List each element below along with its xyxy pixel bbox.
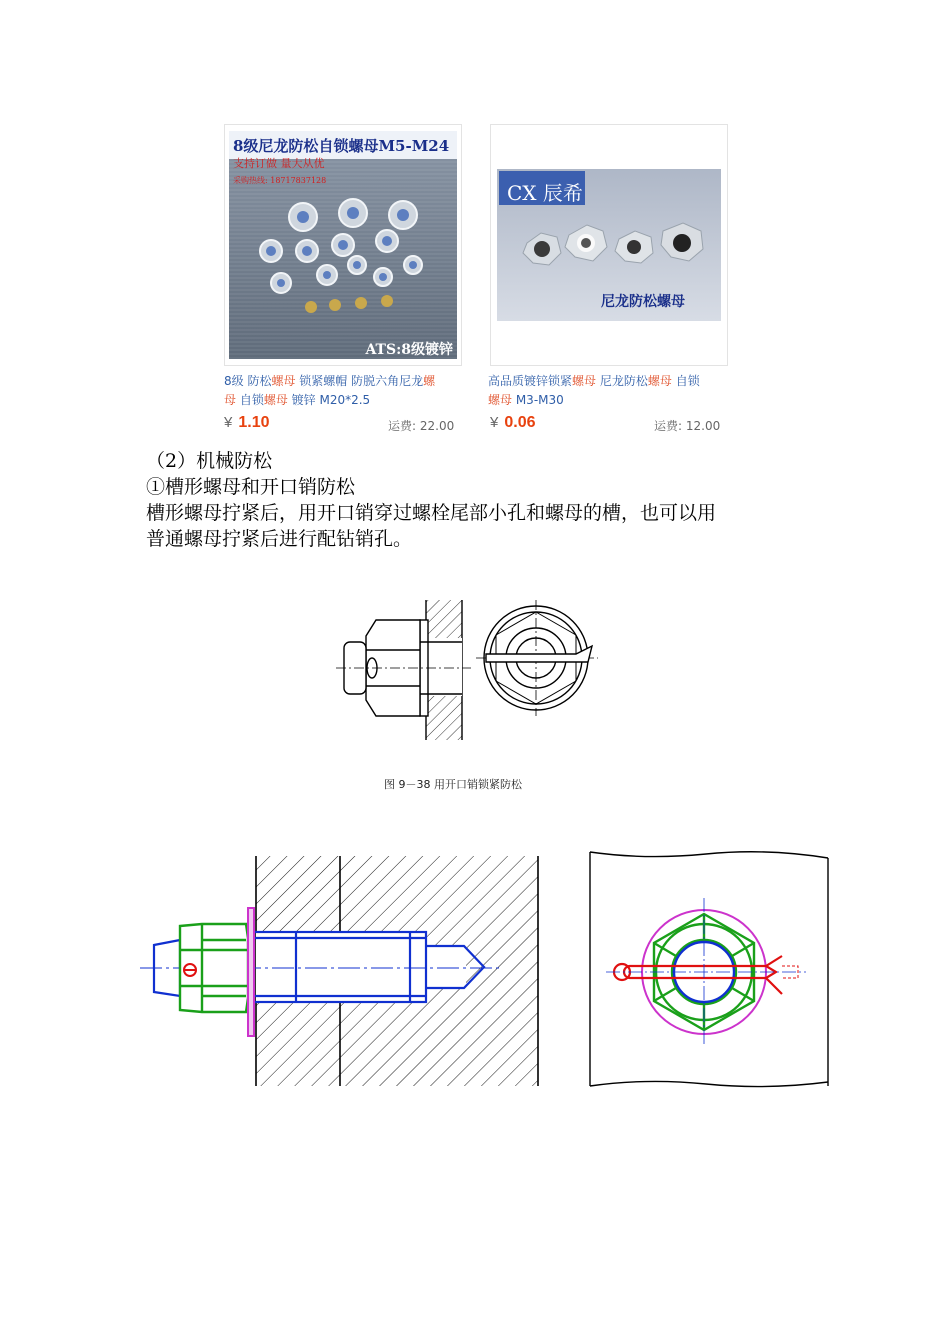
product-card-2[interactable] <box>490 124 728 366</box>
title-highlight: 螺母 <box>647 374 672 388</box>
shipping-fee-1: 运费: 22.00 <box>388 419 455 433</box>
title-highlight: 螺母 <box>488 393 513 407</box>
title-text: M3-M30 <box>512 393 564 407</box>
product-card-1[interactable] <box>224 124 462 366</box>
product-price-2 <box>490 414 535 432</box>
title-text: 镀锌 M20*2.5 <box>287 393 371 407</box>
product-price-1 <box>224 414 269 432</box>
paragraph-line-1: 槽形螺母拧紧后，用开口销穿过螺栓尾部小孔和螺母的槽，也可以用 <box>146 502 717 524</box>
image-footer-1: ATS:8级镀锌 <box>365 342 453 358</box>
title-highlight: 螺母 <box>572 374 597 388</box>
title-text: 尼龙防松 <box>596 374 648 388</box>
title-highlight: 螺母 <box>271 374 296 388</box>
title-text: 高品质镀锌锁紧 <box>488 374 573 388</box>
subsection-heading: ①槽形螺母和开口销防松 <box>146 476 356 498</box>
image-banner-2: CX 辰希 <box>507 181 583 205</box>
image-footer-2: 尼龙防松螺母 <box>601 294 685 310</box>
price-value: 1.10 <box>238 414 270 431</box>
section-heading: （2）机械防松 <box>146 450 273 472</box>
paragraph-line-2: 普通螺母拧紧后进行配钻销孔。 <box>146 528 413 550</box>
product-title-2[interactable] <box>488 372 728 410</box>
slotted-nut-drawing <box>336 590 606 750</box>
shipping-fee-2: 运费: 12.00 <box>654 419 721 433</box>
image-subtitle-1: 支持订做 量大从优 <box>233 157 325 170</box>
title-highlight: 螺母 <box>263 393 288 407</box>
title-text: 锁紧螺帽 防脱六角尼龙 <box>295 374 424 388</box>
title-highlight: 螺 <box>423 374 436 388</box>
title-text: 自锁 <box>236 393 264 407</box>
title-highlight: 母 <box>224 393 237 407</box>
price-value: 0.06 <box>504 414 536 431</box>
product-image-2[interactable] <box>491 125 727 365</box>
figure-caption: 图 9－38 用开口销锁紧防松 <box>384 778 522 791</box>
currency-symbol: ¥ <box>490 414 499 431</box>
title-text: 自锁 <box>671 374 700 388</box>
bolt-end-view-drawing <box>586 848 832 1092</box>
image-subtitle-2: 采购热线: 18717837128 <box>233 176 327 185</box>
currency-symbol: ¥ <box>224 414 233 431</box>
bolt-section-drawing <box>140 850 544 1090</box>
title-text: 8级 防松 <box>224 374 272 388</box>
image-banner-1: 8级尼龙防松自锁螺母M5-M24 <box>233 137 450 155</box>
product-title-1[interactable] <box>224 372 464 410</box>
